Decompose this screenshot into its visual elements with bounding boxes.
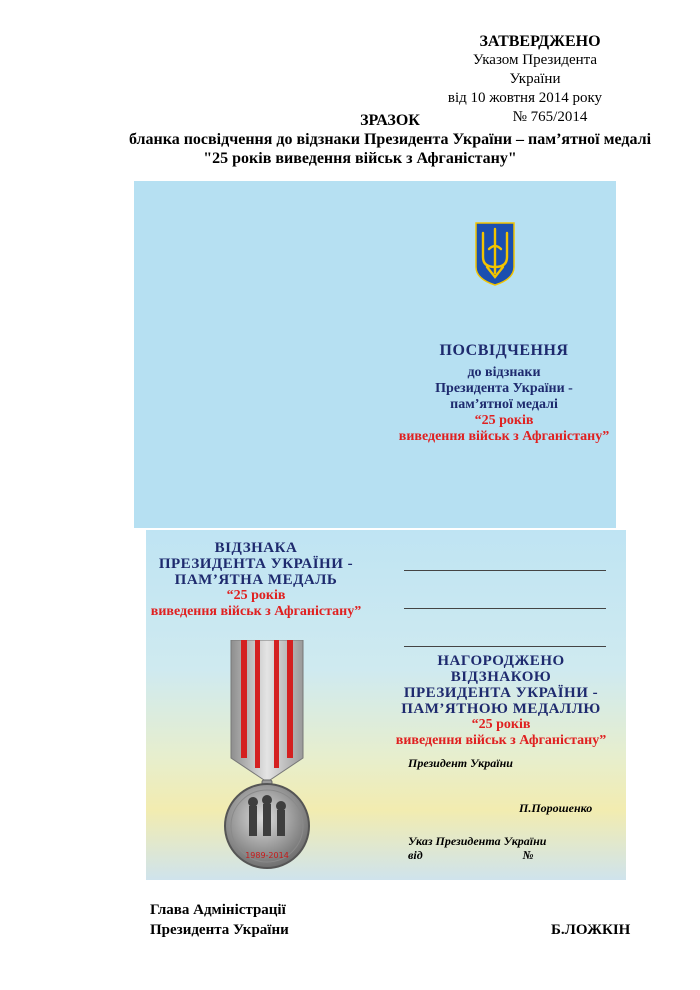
- heading-line-2: "25 років виведення військ з Афганістану": [203, 150, 517, 167]
- name-line-3: [404, 646, 606, 647]
- signature-name: П.Порошенко: [519, 801, 593, 815]
- footer-left-line-2: Президента України: [150, 922, 289, 938]
- medal-years-label: 1989-2014: [245, 851, 289, 860]
- decree-line: Указ Президента України: [408, 834, 547, 848]
- footer-signatory-name: Б.ЛОЖКІН: [551, 922, 631, 938]
- heading-line-1: бланка посвідчення до відзнаки Президента України – пам’ятної медалі: [128, 131, 652, 148]
- approval-line-3: № 765/2014: [512, 109, 588, 125]
- inner-right-line-1: НАГОРОДЖЕНО: [437, 653, 565, 669]
- president-label: Президент України: [408, 756, 513, 770]
- approval-title: ЗАТВЕРДЖЕНО: [479, 33, 601, 50]
- inner-left-red-line-1: “25 років: [226, 588, 286, 603]
- inner-right-red-line-2: виведення військ з Афганістану”: [395, 733, 607, 748]
- approval-line-1: Указом Президента України: [472, 52, 598, 87]
- decree-from-label: від: [408, 848, 423, 862]
- inner-right-red-line-1: “25 років: [471, 717, 531, 732]
- inner-right-text: [376, 653, 626, 749]
- certificate-inner: [146, 530, 626, 880]
- decree-number-label: №: [522, 848, 534, 862]
- inner-left-line-2: ПРЕЗИДЕНТА УКРАЇНИ -: [158, 556, 354, 572]
- heading-title: ЗРАЗОК: [360, 112, 420, 129]
- inner-right-line-2: ВІДЗНАКОЮ: [450, 669, 552, 685]
- cover-title: ПОСВІДЧЕННЯ: [439, 342, 569, 359]
- document-heading: [0, 111, 700, 168]
- footer-signatory-title: [150, 900, 289, 940]
- cover-line-1: до відзнаки: [467, 365, 541, 380]
- cover-line-2: Президента України -: [435, 381, 573, 396]
- medal-image: [211, 640, 323, 870]
- inner-right-line-3: ПРЕЗИДЕНТА УКРАЇНИ -: [403, 685, 599, 701]
- inner-right-line-4: ПАМ’ЯТНОЮ МЕДАЛЛЮ: [401, 701, 601, 717]
- decree-block: [408, 834, 546, 862]
- certificate-cover: [134, 181, 616, 528]
- cover-red-line-1: “25 років: [474, 413, 534, 428]
- approval-line-2: від 10 жовтня 2014 року: [447, 90, 603, 106]
- trident-emblem-icon: [472, 221, 518, 287]
- name-line-1: [404, 570, 606, 571]
- inner-left-red-line-2: виведення військ з Афганістану”: [150, 604, 362, 619]
- cover-red-line-2: виведення військ з Афганістану”: [398, 429, 610, 444]
- inner-left-line-1: ВІДЗНАКА: [214, 540, 298, 556]
- inner-left-text: [146, 540, 366, 620]
- cover-text: [364, 343, 644, 445]
- name-line-2: [404, 608, 606, 609]
- footer-left-line-1: Глава Адміністрації: [150, 902, 286, 918]
- inner-left-line-3: ПАМ’ЯТНА МЕДАЛЬ: [174, 572, 338, 588]
- cover-line-3: пам’ятної медалі: [450, 397, 558, 412]
